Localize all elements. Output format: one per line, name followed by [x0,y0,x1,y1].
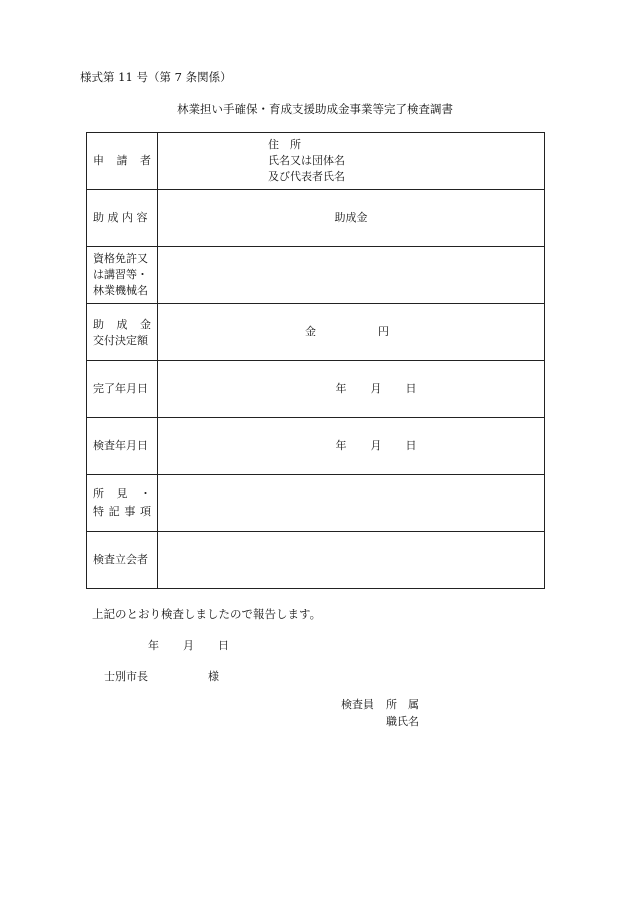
row-inspection-date [87,418,545,475]
completion-date-label: 完了年月日 [87,361,158,418]
addressee-honorific: 様 [208,670,219,683]
subsidy-content-value: 助成金 [334,210,368,224]
findings-label-char: 項 [139,505,151,518]
month-label: 月 [370,381,382,395]
day-label: 日 [405,438,417,452]
inspector-label: 検査員 [341,698,374,711]
inspection-date-value-cell[interactable] [158,418,545,475]
qualification-label-line: 林業機械名 [93,283,148,297]
applicant-label [87,133,158,190]
applicant-label-char: 申 [93,153,104,167]
inspection-date-label: 検査年月日 [87,418,158,475]
grant-label-char: 助 [93,318,104,332]
row-subsidy-content [87,190,545,247]
findings-label-char: 見 [116,487,128,501]
subsidy-content-label: 助 成 内 容 [87,190,158,247]
name-label: 氏名又は団体名 [268,154,345,168]
row-witness [87,532,545,589]
row-completion-date [87,361,545,418]
witness-label: 検査立会者 [87,532,158,589]
findings-label-char: 事 [124,505,136,518]
grant-label-char: 成 [116,318,128,332]
findings-label-char: 記 [108,505,120,518]
applicant-label-char: 請 [116,153,128,167]
affiliation-label: 所 属 [386,698,419,711]
applicant-value-cell[interactable] [158,133,545,190]
grant-amount-value-cell[interactable] [158,304,545,361]
addressee-mayor: 士別市長 [104,670,148,683]
form-number: 様式第 11 号（第 7 条関係） [80,70,232,84]
grant-amount-label [87,304,158,361]
findings-label-char: ・ [140,487,151,501]
witness-value-cell[interactable] [158,532,545,589]
subsidy-content-value-cell[interactable] [158,190,545,247]
findings-label-char: 所 [93,487,104,501]
month-label: 月 [370,438,382,452]
amount-prefix: 金 [305,324,316,338]
address-label: 住 所 [268,138,301,152]
grant-decision-label: 交付決定額 [93,333,148,347]
inspection-form-table [86,132,545,589]
findings-value-cell[interactable] [158,475,545,532]
year-label: 年 [335,381,347,395]
findings-label-char: 特 [93,505,104,518]
row-qualification [87,247,545,304]
qualification-label-line: は講習等・ [93,268,148,282]
findings-label [87,475,158,532]
completion-date-value-cell[interactable] [158,361,545,418]
day-label: 日 [218,639,229,652]
position-name-label: 職氏名 [386,715,419,728]
qualification-value-cell[interactable] [158,247,545,304]
document-title: 林業担い手確保・育成支援助成金事業等完了検査調書 [177,102,453,116]
month-label: 月 [183,639,194,652]
grant-label-char: 金 [140,318,151,332]
row-applicant [87,133,545,190]
qualification-label [87,247,158,304]
amount-unit: 円 [378,324,389,338]
row-grant-amount [87,304,545,361]
day-label: 日 [405,381,417,395]
report-statement: 上記のとおり検査しましたので報告します。 [92,607,322,621]
report-date [148,639,229,653]
representative-label: 及び代表者氏名 [268,169,345,183]
year-label: 年 [148,639,159,652]
applicant-label-char: 者 [140,153,151,167]
year-label: 年 [335,438,347,452]
row-findings [87,475,545,532]
qualification-label-line: 資格免許又 [93,252,148,266]
